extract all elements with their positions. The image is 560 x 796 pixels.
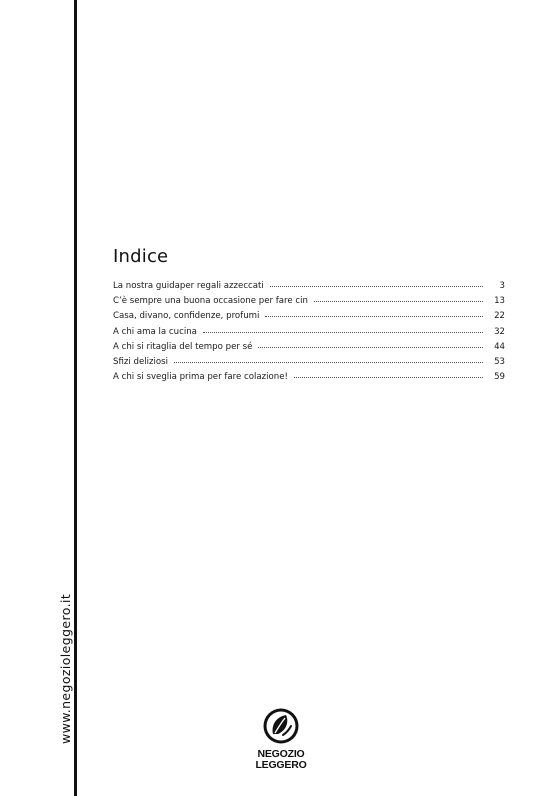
toc-entry[interactable] xyxy=(113,325,505,340)
toc-entry-page: 32 xyxy=(494,326,505,337)
toc-entry-page: 3 xyxy=(499,281,505,291)
dot-leader xyxy=(294,376,483,378)
toc-list xyxy=(113,279,505,385)
brand-logo xyxy=(251,707,311,771)
spine-line xyxy=(74,0,77,796)
toc-entry-page: 44 xyxy=(494,341,505,352)
toc-entry-page: 22 xyxy=(494,311,505,322)
toc-entry-label: La nostra guidaper regali azzeccati xyxy=(113,281,264,291)
toc-entry[interactable] xyxy=(113,309,505,324)
table-of-contents xyxy=(113,246,505,385)
toc-entry[interactable] xyxy=(113,355,505,370)
dot-leader xyxy=(174,361,483,363)
dot-leader xyxy=(270,285,483,287)
dot-leader xyxy=(314,300,483,302)
toc-entry-label: Sfizi deliziosi xyxy=(113,357,169,368)
toc-entry[interactable] xyxy=(113,370,505,385)
website-url: www.negozioleggero.it xyxy=(58,593,73,744)
dot-leader xyxy=(265,315,483,317)
dot-leader xyxy=(258,346,483,348)
toc-entry-page: 13 xyxy=(494,296,505,307)
logo-line-1: NEGOZIO xyxy=(257,748,305,760)
leaf-circle-icon xyxy=(262,707,300,745)
toc-entry-label: Casa, divano, confidenze, profumi xyxy=(113,311,260,322)
toc-entry-label: A chi si sveglia prima per fare colazione! xyxy=(113,372,288,383)
toc-entry[interactable] xyxy=(113,279,505,294)
toc-entry-label: A chi si ritaglia del tempo per sé xyxy=(113,341,253,352)
dot-leader xyxy=(203,331,483,333)
toc-entry[interactable] xyxy=(113,340,505,355)
toc-entry-page: 59 xyxy=(494,372,505,383)
toc-entry[interactable] xyxy=(113,294,505,309)
toc-entry-label: A chi ama la cucina xyxy=(113,326,197,337)
toc-entry-label: C’è sempre una buona occasione per fare cin xyxy=(113,296,308,307)
logo-line-2: LEGGERO xyxy=(255,759,307,771)
toc-title: Indice xyxy=(113,246,169,267)
toc-entry-page: 53 xyxy=(494,357,505,368)
